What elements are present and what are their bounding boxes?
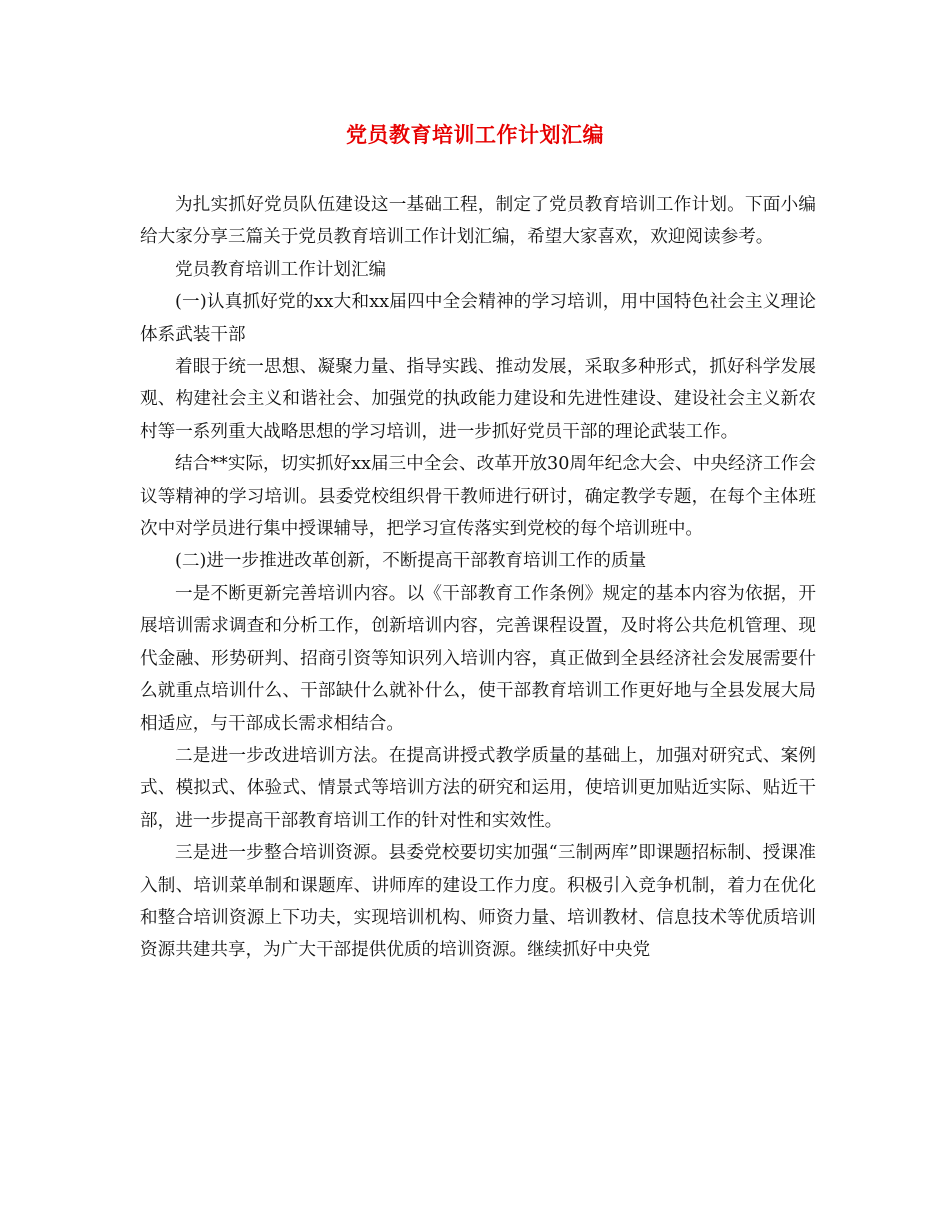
paragraph: 三是进一步整合培训资源。县委党校要切实加强“三制两库”即课题招标制、授课准入制、培训菜单制和课题库、讲师库的建设工作力度。积极引入竞争机制，着力在优化和整合培训资源上下功夫，实现培训机构、师资力量、培训教材、信息技术等优质培训资源共建共享，为广大干部提供优质的培训资源。继续抓好中央党 (140, 843, 816, 961)
paragraph: 二是进一步改进培训方法。在提高讲授式教学质量的基础上，加强对研究式、案例式、模拟式、体验式、情景式等培训方法的研究和运用，使培训更加贴近实际、贴近干部，进一步提高干部教育培训工作的针对性和实效性。 (140, 745, 816, 831)
document-body (140, 189, 816, 967)
section-heading-2: (二)进一步推进改革创新，不断提高干部教育培训工作的质量 (175, 551, 647, 572)
paragraph-intro: 为扎实抓好党员队伍建设这一基础工程，制定了党员教育培训工作计划。下面小编给大家分享三篇关于党员教育培训工作计划汇编，希望大家喜欢，欢迎阅读参考。 (140, 195, 816, 248)
document-title: 党员教育培训工作计划汇编 (346, 123, 604, 147)
paragraph: 一是不断更新完善培训内容。以《干部教育工作条例》规定的基本内容为依据，开展培训需求调查和分析工作，创新培训内容，完善课程设置，及时将公共危机管理、现代金融、形势研判、招商引资等知识列入培训内容，真正做到全县经济社会发展需要什么就重点培训什么、干部缺什么就补什么，使干部教育培训工作更好地与全县发展大局相适应，与干部成长需求相结合。 (140, 583, 816, 734)
paragraph-subtitle: 党员教育培训工作计划汇编 (175, 259, 387, 280)
paragraph: 结合**实际，切实抓好xx届三中全会、改革开放30周年纪念大会、中央经济工作会议等精神的学习培训。县委党校组织骨干教师进行研讨，确定教学专题，在每个主体班次中对学员进行集中授课辅导，把学习宣传落实到党校的每个培训班中。 (140, 454, 816, 540)
section-heading-1: (一)认真抓好党的xx大和xx届四中全会精神的学习培训，用中国特色社会主义理论体系武装干部 (140, 292, 816, 345)
paragraph: 着眼于统一思想、凝聚力量、指导实践、推动发展，采取多种形式，抓好科学发展观、构建社会主义和谐社会、加强党的执政能力建设和先进性建设、建设社会主义新农村等一系列重大战略思想的学习培训，进一步抓好党员干部的理论武装工作。 (140, 357, 816, 442)
